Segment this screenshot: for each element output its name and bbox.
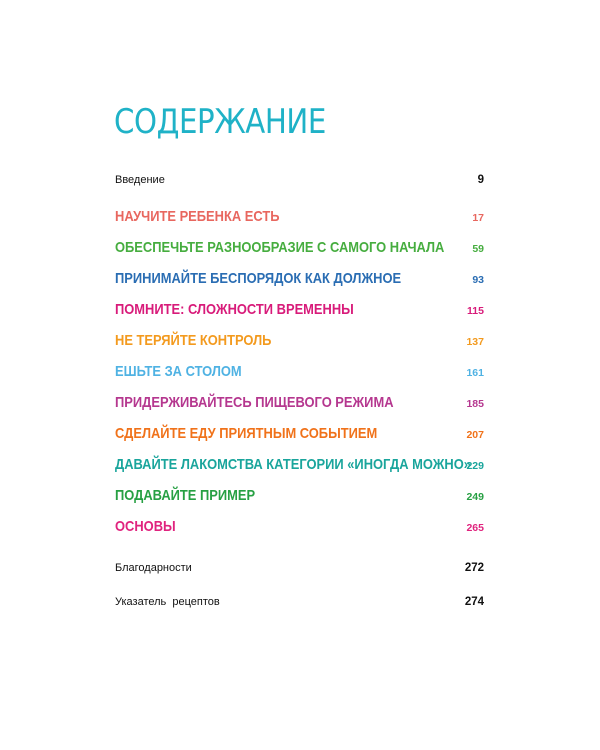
toc-chapter-label: ЕШЬТЕ ЗА СТОЛОМ <box>115 363 242 380</box>
toc-chapter-8[interactable] <box>115 422 484 446</box>
toc-chapter-label: ОСНОВЫ <box>115 518 176 535</box>
toc-chapter-page: 249 <box>466 491 484 503</box>
toc-chapter-5[interactable] <box>115 329 484 353</box>
toc-chapter-11[interactable] <box>115 515 484 539</box>
toc-chapter-3[interactable] <box>115 267 484 291</box>
toc-chapter-label: СДЕЛАЙТЕ ЕДУ ПРИЯТНЫМ СОБЫТИЕМ <box>115 425 378 442</box>
toc-entry-acknowledgements[interactable] <box>115 556 484 580</box>
toc-entry-page: 272 <box>464 562 484 574</box>
toc-chapter-page: 59 <box>472 243 484 255</box>
toc-chapter-page: 207 <box>466 429 484 441</box>
page-title: СОДЕРЖАНИЕ <box>114 102 326 142</box>
toc-chapter-label: ОБЕСПЕЧЬТЕ РАЗНООБРАЗИЕ С САМОГО НАЧАЛА <box>115 239 445 256</box>
toc-chapter-page: 229 <box>466 460 484 472</box>
toc-chapter-page: 265 <box>466 522 484 534</box>
toc-entry-intro[interactable] <box>115 168 484 192</box>
toc-chapter-7[interactable] <box>115 391 484 415</box>
toc-chapter-label: НЕ ТЕРЯЙТЕ КОНТРОЛЬ <box>115 332 272 349</box>
toc-chapter-9[interactable] <box>115 453 484 477</box>
toc-entry-page: 9 <box>477 174 484 186</box>
toc-chapter-page: 115 <box>467 305 484 317</box>
toc-entry-label: Благодарности <box>115 562 192 574</box>
toc-chapter-page: 185 <box>466 398 484 410</box>
toc-chapter-page: 93 <box>472 274 484 286</box>
toc-chapter-page: 17 <box>472 212 484 224</box>
toc-chapter-label: НАУЧИТЕ РЕБЕНКА ЕСТЬ <box>115 208 280 225</box>
toc-entry-label: Введение <box>115 174 165 186</box>
toc-entry-page: 274 <box>464 596 484 608</box>
toc-entry-recipe-index[interactable] <box>115 590 484 614</box>
toc-chapter-2[interactable] <box>115 236 484 260</box>
toc-chapter-4[interactable] <box>115 298 484 322</box>
toc-chapter-label: ПРИДЕРЖИВАЙТЕСЬ ПИЩЕВОГО РЕЖИМА <box>115 394 394 411</box>
toc-chapter-label: ДАВАЙТЕ ЛАКОМСТВА КАТЕГОРИИ «ИНОГДА МОЖНО» <box>115 456 471 473</box>
toc-chapter-label: ПОДАВАЙТЕ ПРИМЕР <box>115 487 256 504</box>
toc-chapter-1[interactable] <box>115 205 484 229</box>
toc-chapter-page: 137 <box>466 336 484 348</box>
toc-entry-label: Указатель рецептов <box>115 596 220 608</box>
toc-chapter-label: ПОМНИТЕ: СЛОЖНОСТИ ВРЕМЕННЫ <box>115 301 354 318</box>
toc-chapter-label: ПРИНИМАЙТЕ БЕСПОРЯДОК КАК ДОЛЖНОЕ <box>115 270 402 287</box>
toc-chapter-6[interactable] <box>115 360 484 384</box>
toc-chapter-page: 161 <box>466 367 484 379</box>
toc-chapter-10[interactable] <box>115 484 484 508</box>
